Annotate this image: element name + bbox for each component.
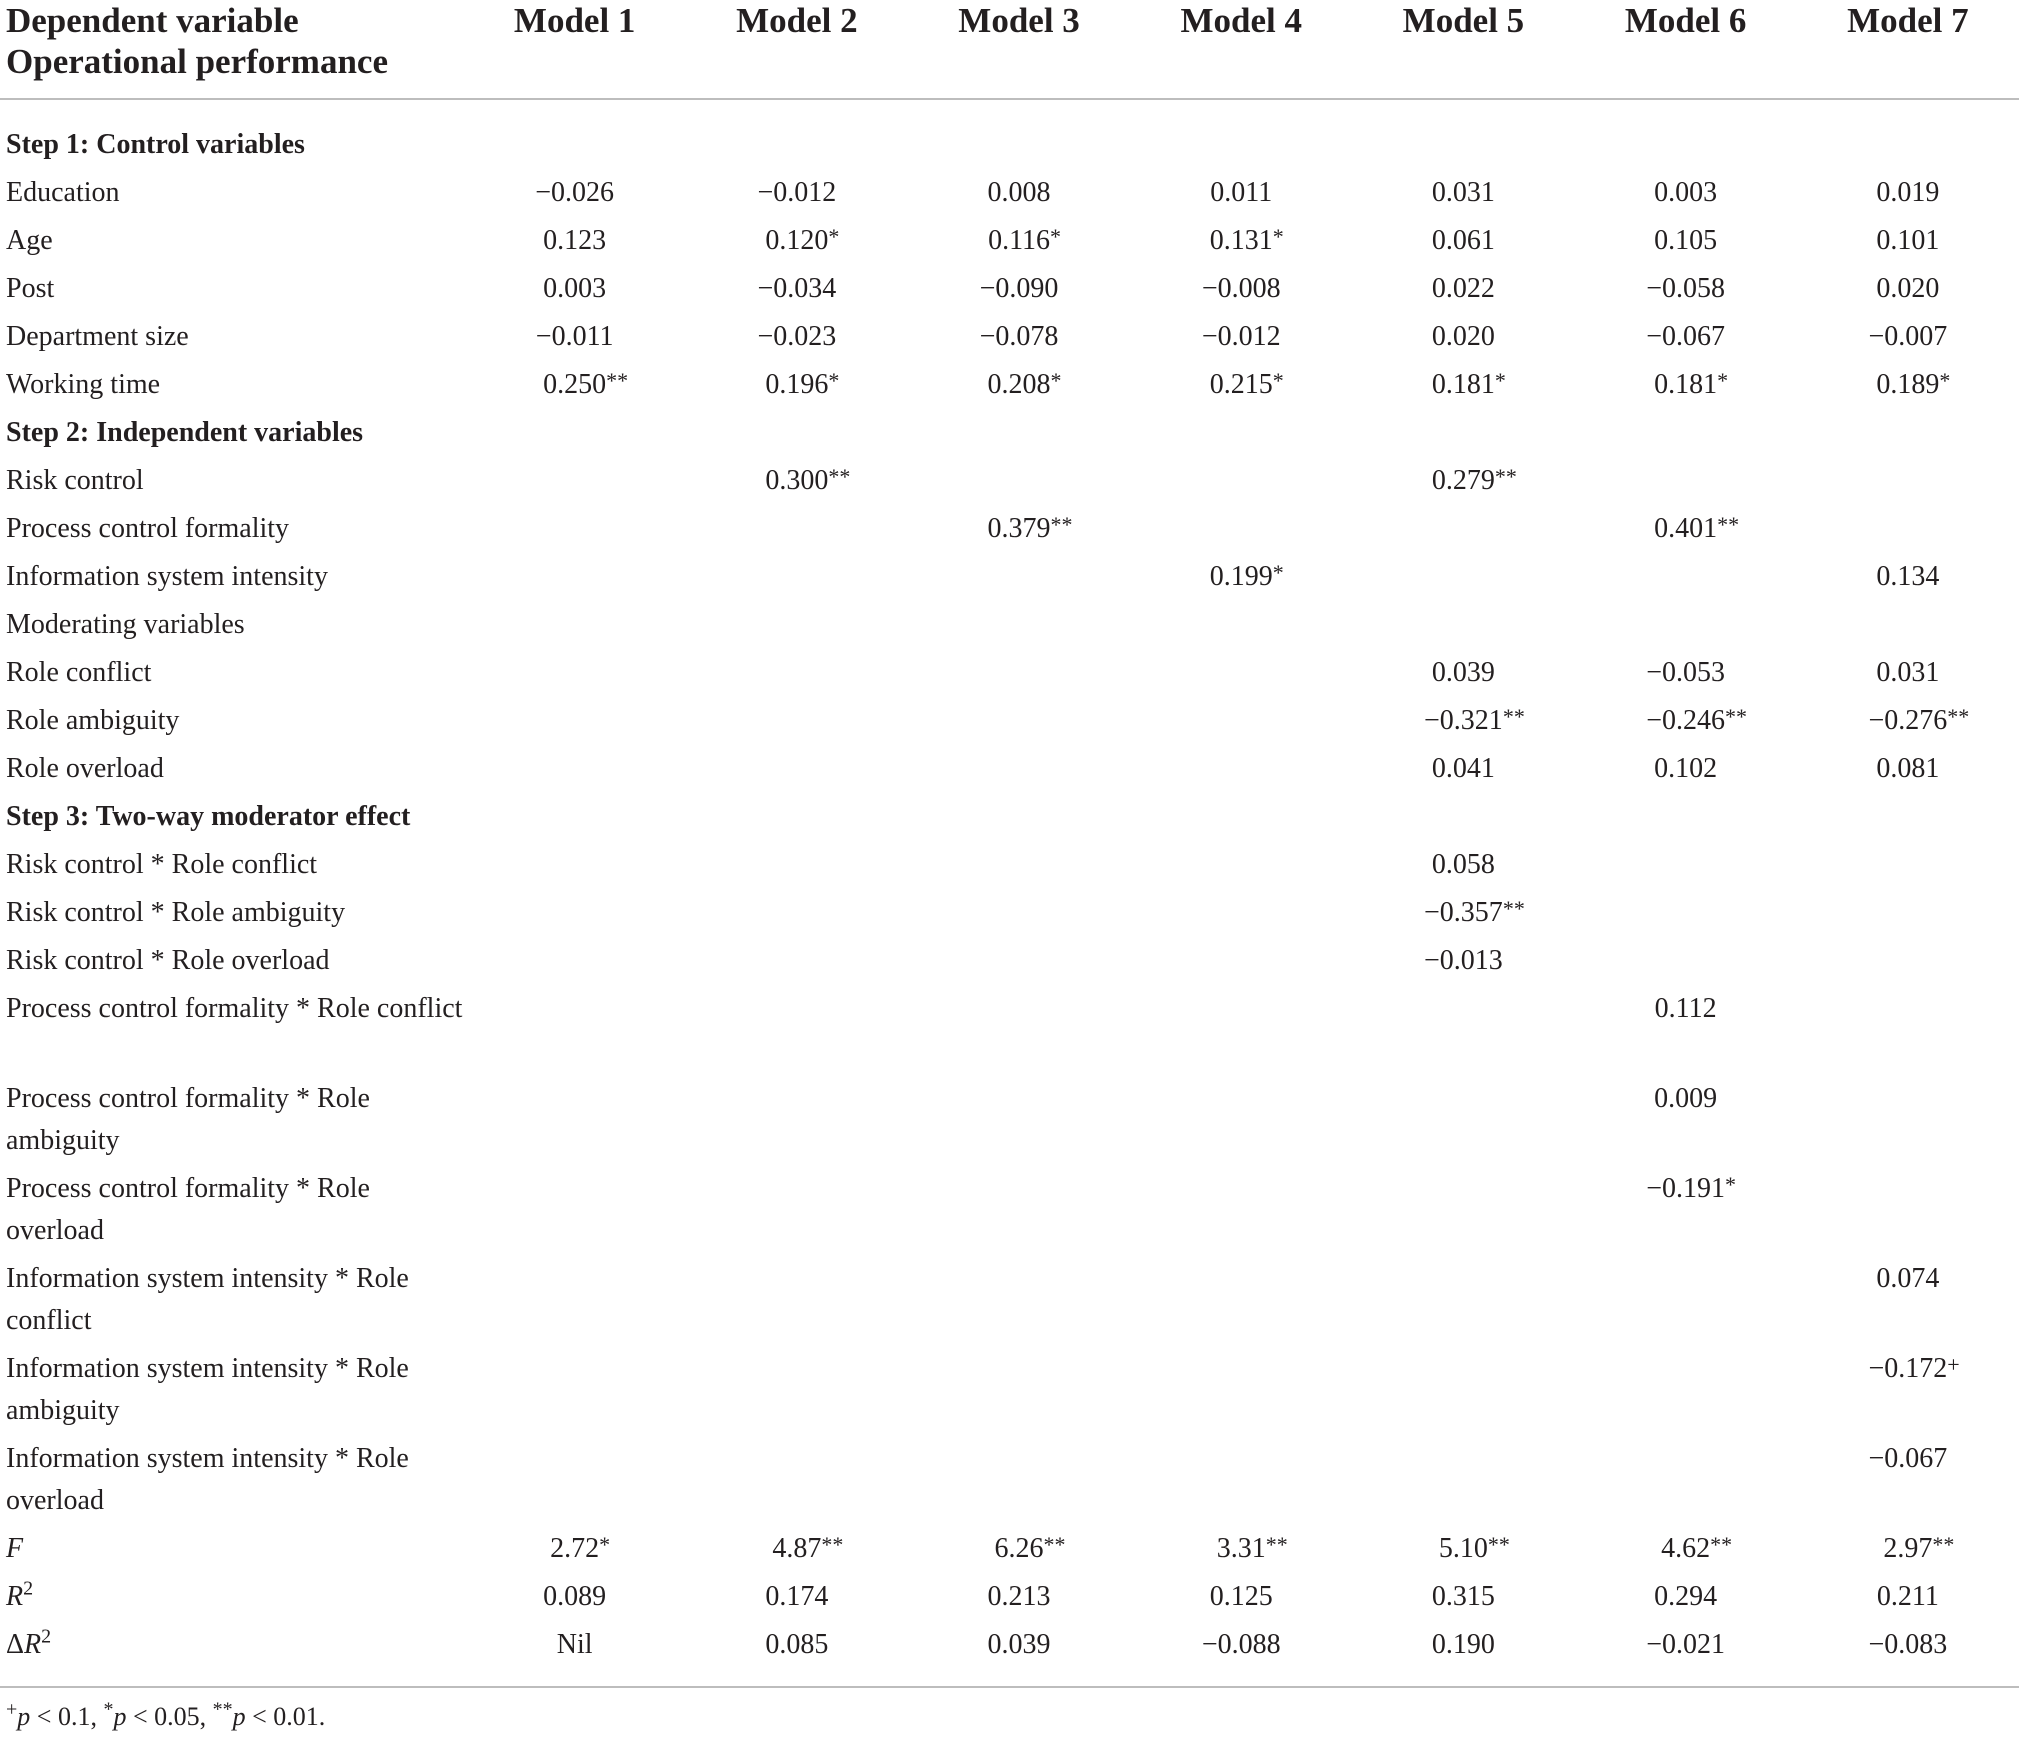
table-row [0, 1438, 2019, 1528]
table-row [0, 940, 2019, 988]
cell-model-7: −0.067 [1868, 1443, 1948, 1474]
cell-model-1 [464, 99, 686, 172]
table-row [0, 460, 2019, 508]
cell-model-5 [1352, 412, 1574, 460]
table-row [0, 1078, 2019, 1168]
cell-model-2: −0.034 [757, 273, 837, 304]
header-model-6: Model 6 [1575, 0, 1797, 99]
cell-model-5 [1352, 1348, 1574, 1438]
cell-model-5: 0.020 [1431, 321, 1495, 352]
cell-model-7: 0.101 [1876, 225, 1940, 256]
table-row [0, 1168, 2019, 1258]
cell-model-7 [1797, 940, 2019, 988]
cell-model-1: 0.250 ** [543, 368, 629, 400]
row-label: $\Delta R^2$ [0, 1624, 464, 1687]
cell-model-1 [464, 796, 686, 844]
cell-model-4 [1130, 604, 1352, 652]
cell-model-7 [1797, 844, 2019, 892]
row-label: Step 1: Control variables [6, 129, 305, 160]
cell-model-5: 0.058 [1431, 849, 1495, 880]
header-line-2: Operational performance [6, 42, 388, 81]
cell-model-5 [1352, 796, 1574, 844]
table-row [0, 1528, 2019, 1576]
table-row [0, 172, 2019, 220]
cell-model-3 [908, 892, 1130, 940]
cell-model-2: 0.300 ** [765, 464, 851, 496]
row-label: Education [6, 177, 120, 208]
row-label: Department size [6, 321, 189, 352]
cell-model-3 [908, 988, 1130, 1078]
row-label: Risk control * Role conflict [6, 849, 318, 880]
cell-model-5 [1352, 556, 1574, 604]
cell-model-6: −0.021 [1575, 1624, 1797, 1687]
cell-model-1 [464, 412, 686, 460]
row-label: Risk control * Role overload [6, 945, 330, 976]
row-label: Process control formality [6, 513, 290, 544]
cell-model-4: −0.088 [1130, 1624, 1352, 1687]
cell-model-6: 0.294 [1654, 1581, 1718, 1612]
cell-model-4: −0.008 [1201, 273, 1281, 304]
cell-model-7 [1797, 892, 2019, 940]
table-row [0, 1576, 2019, 1624]
cell-model-3 [908, 556, 1130, 604]
row-label: Role conflict [6, 657, 152, 688]
header-model-7: Model 7 [1797, 0, 2019, 99]
cell-model-6 [1575, 1438, 1797, 1528]
cell-model-1 [464, 556, 686, 604]
cell-model-4 [1130, 748, 1352, 796]
cell-model-4: 3.31 ** [1216, 1532, 1288, 1564]
cell-model-5: −0.013 [1424, 945, 1503, 976]
header-row [0, 0, 2019, 99]
cell-model-5: 0.061 [1431, 225, 1495, 256]
cell-model-5: 0.031 [1431, 177, 1495, 208]
table-row [0, 220, 2019, 268]
cell-model-2 [686, 1168, 908, 1258]
cell-model-6: −0.246 ** [1646, 704, 1747, 736]
cell-model-4 [1130, 1168, 1352, 1258]
cell-model-5: 0.190 [1352, 1624, 1574, 1687]
cell-model-6: −0.053 [1646, 657, 1725, 688]
cell-model-6 [1575, 844, 1797, 892]
table-row [0, 796, 2019, 844]
cell-model-3: 6.26 ** [994, 1532, 1066, 1564]
row-label: Information system intensity * Role overload [6, 1443, 409, 1516]
cell-model-5: 0.315 [1431, 1581, 1495, 1612]
cell-model-3 [908, 748, 1130, 796]
cell-model-7: −0.276 ** [1868, 704, 1970, 736]
row-label: Working time [6, 369, 161, 400]
cell-model-3: 0.213 [987, 1581, 1051, 1612]
cell-model-6 [1575, 412, 1797, 460]
cell-model-1 [464, 988, 686, 1078]
header-model-1: Model 1 [464, 0, 686, 99]
cell-model-3 [908, 99, 1130, 172]
cell-model-4: 0.125 [1209, 1581, 1273, 1612]
cell-model-4: 0.215 * [1209, 368, 1284, 400]
cell-model-6: −0.058 [1646, 273, 1725, 304]
cell-model-2 [686, 1258, 908, 1348]
cell-model-5 [1352, 988, 1574, 1078]
cell-model-4 [1130, 844, 1352, 892]
header-model-4: Model 4 [1130, 0, 1352, 99]
cell-model-3: 0.379 ** [987, 512, 1073, 544]
cell-model-2 [686, 1348, 908, 1438]
table-row [0, 316, 2019, 364]
cell-model-3 [908, 460, 1130, 508]
cell-model-1 [464, 604, 686, 652]
cell-model-4 [1130, 796, 1352, 844]
table-row [0, 1258, 2019, 1348]
cell-model-5: 5.10 ** [1438, 1532, 1510, 1564]
cell-model-3 [908, 1168, 1130, 1258]
cell-model-4: 0.011 [1210, 177, 1273, 208]
cell-model-2 [686, 1078, 908, 1168]
cell-model-4 [1130, 460, 1352, 508]
cell-model-2 [686, 940, 908, 988]
cell-model-6 [1575, 940, 1797, 988]
cell-model-7 [1797, 508, 2019, 556]
cell-model-3: 0.208 * [987, 368, 1062, 400]
cell-model-5: 0.022 [1431, 273, 1495, 304]
cell-model-7: −0.083 [1797, 1624, 2019, 1687]
cell-model-2 [686, 556, 908, 604]
cell-model-2: 0.196 * [765, 368, 840, 400]
cell-model-2 [686, 748, 908, 796]
cell-model-2: −0.012 [757, 177, 837, 208]
cell-model-6: 0.181 * [1654, 368, 1729, 400]
cell-model-4: −0.012 [1201, 321, 1281, 352]
cell-model-3 [908, 1258, 1130, 1348]
cell-model-4 [1130, 1348, 1352, 1438]
cell-model-5 [1352, 1258, 1574, 1348]
cell-model-3 [908, 604, 1130, 652]
cell-model-6 [1575, 892, 1797, 940]
cell-model-3: 0.039 [908, 1624, 1130, 1687]
cell-model-5: 0.181 * [1431, 368, 1506, 400]
row-label: Process control formality * Role conflict [6, 993, 463, 1024]
cell-model-6 [1575, 604, 1797, 652]
cell-model-1: 0.089 [543, 1581, 607, 1612]
cell-model-2 [686, 700, 908, 748]
cell-model-2: 0.120 * [765, 224, 840, 256]
header-dependent-variable [0, 0, 464, 99]
cell-model-7: 2.97 ** [1883, 1532, 1955, 1564]
cell-model-1: Nil [464, 1624, 686, 1687]
cell-model-7 [1797, 1078, 2019, 1168]
row-label: Age [6, 225, 53, 256]
cell-model-1: 2.72 * [550, 1532, 611, 1564]
cell-model-2 [686, 796, 908, 844]
cell-model-5 [1352, 99, 1574, 172]
cell-model-6: −0.191 * [1646, 1172, 1736, 1204]
row-label: Information system intensity * Role ambiguity [6, 1353, 409, 1426]
cell-model-1 [464, 748, 686, 796]
cell-model-4 [1130, 508, 1352, 556]
cell-model-7: 0.134 [1876, 561, 1940, 592]
row-label: Information system intensity * Role conflict [6, 1263, 409, 1336]
cell-model-2 [686, 1438, 908, 1528]
cell-model-4 [1130, 988, 1352, 1078]
cell-model-1 [464, 940, 686, 988]
cell-model-5 [1352, 1438, 1574, 1528]
cell-model-4 [1130, 940, 1352, 988]
table-row [0, 412, 2019, 460]
table-row [0, 652, 2019, 700]
cell-model-4: 0.199 * [1209, 560, 1284, 592]
cell-model-7: 0.020 [1876, 273, 1940, 304]
cell-model-5: 0.279 ** [1431, 464, 1517, 496]
cell-model-4 [1130, 412, 1352, 460]
table-row [0, 99, 2019, 172]
cell-model-5 [1352, 508, 1574, 556]
cell-model-5: −0.321 ** [1424, 704, 1525, 736]
cell-model-7 [1797, 604, 2019, 652]
cell-model-7 [1797, 796, 2019, 844]
cell-model-3: 0.008 [987, 177, 1051, 208]
cell-model-2: −0.023 [757, 321, 837, 352]
row-label: Risk control [6, 465, 144, 496]
cell-model-5: 0.041 [1431, 753, 1495, 784]
cell-model-2 [686, 508, 908, 556]
table-row [0, 892, 2019, 940]
cell-model-1: 0.123 [543, 225, 607, 256]
cell-model-7 [1797, 1168, 2019, 1258]
cell-model-7 [1797, 460, 2019, 508]
cell-model-6 [1575, 556, 1797, 604]
cell-model-2 [686, 844, 908, 892]
cell-model-6 [1575, 99, 1797, 172]
cell-model-6: −0.067 [1646, 321, 1725, 352]
table-row [0, 556, 2019, 604]
cell-model-5: 0.039 [1431, 657, 1495, 688]
cell-model-3 [908, 796, 1130, 844]
row-label: Moderating variables [6, 609, 245, 640]
row-label: Process control formality * Role ambiguity [6, 1083, 370, 1156]
cell-model-5 [1352, 1168, 1574, 1258]
table-row [0, 700, 2019, 748]
cell-model-7 [1797, 99, 2019, 172]
cell-model-6: 0.105 [1654, 225, 1718, 256]
cell-model-5 [1352, 604, 1574, 652]
cell-model-1: −0.026 [535, 177, 615, 208]
header-model-3: Model 3 [908, 0, 1130, 99]
cell-model-6: 4.62 ** [1661, 1532, 1733, 1564]
cell-model-4 [1130, 700, 1352, 748]
table-row [0, 748, 2019, 796]
table-body [0, 99, 2019, 1687]
cell-model-4 [1130, 99, 1352, 172]
cell-model-1 [464, 1438, 686, 1528]
cell-model-6: 0.401 ** [1654, 512, 1740, 544]
cell-model-6 [1575, 1348, 1797, 1438]
row-label: Step 3: Two-way moderator effect [6, 801, 411, 832]
cell-model-2 [686, 412, 908, 460]
cell-model-1 [464, 1078, 686, 1168]
cell-model-7: 0.074 [1876, 1263, 1940, 1294]
cell-model-1 [464, 1258, 686, 1348]
header-model-2: Model 2 [686, 0, 908, 99]
cell-model-5 [1352, 1078, 1574, 1168]
table-row [0, 1624, 2019, 1687]
cell-model-2 [686, 652, 908, 700]
cell-model-3 [908, 844, 1130, 892]
cell-model-1 [464, 1348, 686, 1438]
table-row [0, 364, 2019, 412]
row-label: Information system intensity [6, 561, 328, 592]
cell-model-6 [1575, 460, 1797, 508]
cell-model-1: −0.011 [535, 321, 614, 352]
table-row [0, 604, 2019, 652]
cell-model-3 [908, 412, 1130, 460]
cell-model-4 [1130, 892, 1352, 940]
cell-model-7: 0.189 * [1876, 368, 1951, 400]
cell-model-7: 0.019 [1876, 177, 1940, 208]
cell-model-2: 0.174 [765, 1581, 829, 1612]
cell-model-6: 0.112 [1654, 993, 1717, 1024]
cell-model-6: 0.009 [1654, 1083, 1718, 1114]
cell-model-6 [1575, 796, 1797, 844]
cell-model-7 [1797, 988, 2019, 1078]
table-footnote: +p < 0.1, *p < 0.05, **p < 0.01. [6, 1698, 326, 1731]
table-row [0, 988, 2019, 1078]
table-row [0, 268, 2019, 316]
cell-model-6 [1575, 1258, 1797, 1348]
cell-model-7: −0.172 + [1868, 1352, 1960, 1384]
cell-model-3 [908, 1348, 1130, 1438]
cell-model-1 [464, 652, 686, 700]
cell-model-4 [1130, 652, 1352, 700]
cell-model-2 [686, 988, 908, 1078]
cell-model-2 [686, 892, 908, 940]
row-label: Process control formality * Role overload [6, 1173, 370, 1246]
row-label: Role ambiguity [6, 705, 180, 736]
cell-model-4: 0.131 * [1209, 224, 1284, 256]
cell-model-1 [464, 892, 686, 940]
cell-model-6: 0.003 [1654, 177, 1718, 208]
cell-model-5: −0.357 ** [1424, 896, 1525, 928]
cell-model-2 [686, 99, 908, 172]
cell-model-3: −0.078 [979, 321, 1059, 352]
cell-model-7: 0.031 [1876, 657, 1940, 688]
cell-model-3: 0.116 * [988, 224, 1062, 256]
table-row [0, 508, 2019, 556]
cell-model-7: 0.211 [1876, 1581, 1939, 1612]
cell-model-1 [464, 508, 686, 556]
cell-model-3 [908, 1078, 1130, 1168]
cell-model-1 [464, 460, 686, 508]
cell-model-7: −0.007 [1868, 321, 1948, 352]
cell-model-4 [1130, 1078, 1352, 1168]
row-label: Post [6, 273, 55, 304]
cell-model-2 [686, 604, 908, 652]
cell-model-6: 0.102 [1654, 753, 1718, 784]
table-row [0, 1348, 2019, 1438]
header-model-5: Model 5 [1352, 0, 1574, 99]
cell-model-3 [908, 940, 1130, 988]
cell-model-3 [908, 652, 1130, 700]
cell-model-3: −0.090 [979, 273, 1059, 304]
cell-model-2: 4.87 ** [772, 1532, 844, 1564]
cell-model-7 [1797, 412, 2019, 460]
row-label: F [6, 1533, 24, 1564]
cell-model-2: 0.085 [686, 1624, 908, 1687]
cell-model-1: 0.003 [543, 273, 607, 304]
cell-model-7: 0.081 [1876, 753, 1940, 784]
cell-model-1 [464, 844, 686, 892]
row-label: $R^2$ [6, 1577, 34, 1612]
cell-model-1 [464, 700, 686, 748]
cell-model-4 [1130, 1258, 1352, 1348]
table-row [0, 844, 2019, 892]
cell-model-3 [908, 700, 1130, 748]
cell-model-1 [464, 1168, 686, 1258]
row-label: Risk control * Role ambiguity [6, 897, 346, 928]
cell-model-4 [1130, 1438, 1352, 1528]
row-label: Step 2: Independent variables [6, 417, 364, 448]
header-line-1: Dependent variable [6, 1, 299, 40]
row-label: Role overload [6, 753, 164, 784]
cell-model-3 [908, 1438, 1130, 1528]
